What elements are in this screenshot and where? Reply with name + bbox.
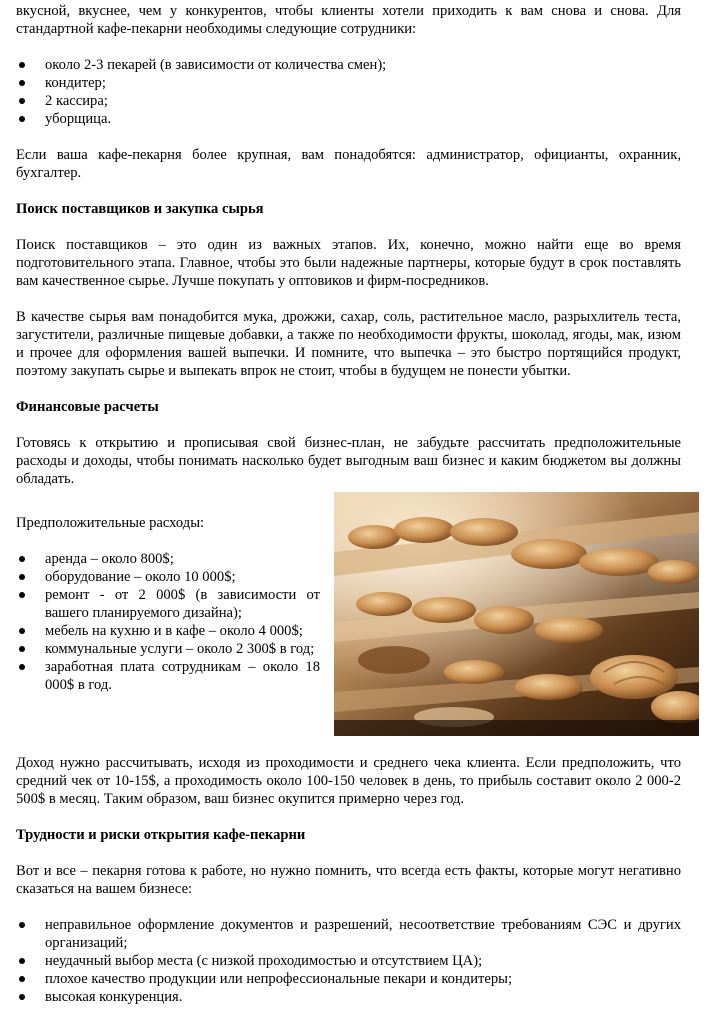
list-item: кондитер; <box>16 74 681 92</box>
heading-risks: Трудности и риски открытия кафе-пекарни <box>16 827 306 843</box>
list-item: заработная плата сотрудникам – около 18 000$ в год. <box>16 658 681 694</box>
list-item: аренда – около 800$; <box>16 550 681 568</box>
risks-list <box>16 916 681 1006</box>
list-item: высокая конкуренция. <box>16 988 681 1006</box>
suppliers-paragraph-2: В качестве сырья вам понадобится мука, дрожжи, сахар, соль, растительное масло, разрыхлитель теста, загустители, различные пищевые добавки, а также по необходимости фрукты, шоколад, ягоды, мак, изюм и прочее для оформления вашей выпечки. И помните, что выпечка – это быстро портящийся продукт, поэтому закупать сырье и выпекать впрок не стоит, чтобы в будущем не понести убытки. <box>16 309 681 379</box>
list-item: около 2-3 пекарей (в зависимости от количества смен); <box>16 56 681 74</box>
list-item: ремонт - от 2 000$ (в зависимости от вашего планируемого дизайна); <box>16 586 681 622</box>
list-item: оборудование – около 10 000$; <box>16 568 681 586</box>
heading-finance: Финансовые расчеты <box>16 399 159 415</box>
list-item: уборщица. <box>16 110 681 128</box>
document-page <box>0 2 719 1026</box>
list-item: коммунальные услуги – около 2 300$ в год; <box>16 640 681 658</box>
list-item: неправильное оформление документов и разрешений, несоответствие требованиям СЭС и других организаций; <box>16 916 681 952</box>
list-item: 2 кассира; <box>16 92 681 110</box>
heading-suppliers: Поиск поставщиков и закупка сырья <box>16 201 264 217</box>
suppliers-paragraph-1: Поиск поставщиков – это один из важных этапов. Их, конечно, можно найти еще во время подготовительного этапа. Главное, чтобы это были надежные партнеры, которые будут в срок поставлять вам качественное сырье. Лучше покупать у оптовиков и фирм-посредников. <box>16 237 681 289</box>
expenses-list <box>16 550 681 694</box>
intro-paragraph: вкусной, вкуснее, чем у конкурентов, чтобы клиенты хотели приходить к вам снова и снова. Для стандартной кафе-пекарни необходимы следующие сотрудники: <box>16 3 681 37</box>
finance-paragraph: Готовясь к открытию и прописывая свой бизнес-план, не забудьте рассчитать предположительные расходы и доходы, чтобы понимать насколько будет выгодным ваш бизнес и каким бюджетом вы должны обладать. <box>16 435 681 487</box>
large-staff-paragraph: Если ваша кафе-пекарня более крупная, вам понадобятся: администратор, официанты, охранник, бухгалтер. <box>16 147 681 181</box>
list-item: мебель на кухню и в кафе – около 4 000$; <box>16 622 681 640</box>
income-paragraph: Доход нужно рассчитывать, исходя из проходимости и среднего чека клиента. Если предположить, что средний чек от 10-15$, а проходимость около 100-150 человек в день, то прибыль составит около 2 000-2 500$ в месяц. Таким образом, ваш бизнес окупится примерно через год. <box>16 755 681 807</box>
expenses-label: Предположительные расходы: <box>16 515 205 531</box>
list-item: неудачный выбор места (с низкой проходимостью и отсутствием ЦА); <box>16 952 681 970</box>
staff-list <box>16 56 681 128</box>
list-item: плохое качество продукции или непрофессиональные пекари и кондитеры; <box>16 970 681 988</box>
risks-paragraph: Вот и все – пекарня готова к работе, но нужно помнить, что всегда есть факты, которые могут негативно сказаться на вашем бизнесе: <box>16 863 681 897</box>
